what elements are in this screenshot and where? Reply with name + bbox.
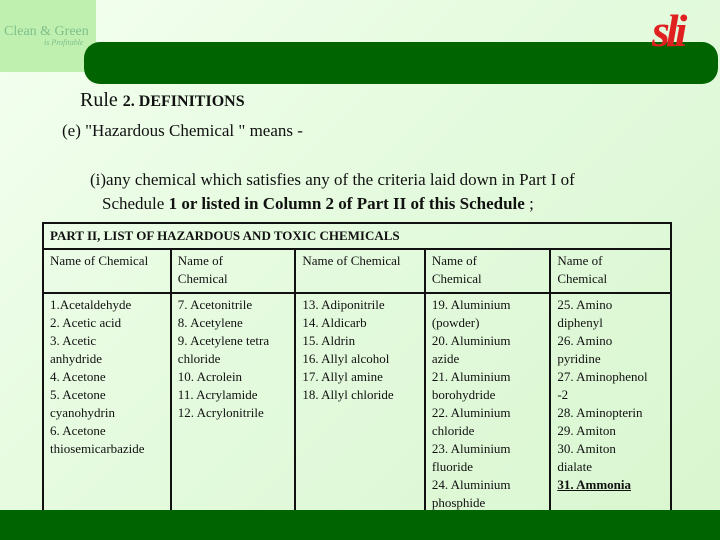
chemical-item: 25. Amino xyxy=(557,297,613,312)
header-line: Name of xyxy=(557,253,603,268)
column-header xyxy=(295,249,424,293)
chemical-item: 26. Amino xyxy=(557,333,613,348)
chemical-item: pyridine xyxy=(557,351,601,366)
header-line: Chemical xyxy=(177,271,228,286)
logo-text: Clean & Green xyxy=(4,24,89,39)
chemical-item: 30. Amiton xyxy=(557,441,616,456)
chemical-item: 14. Aldicarb xyxy=(302,315,367,330)
chemical-item: 15. Aldrin xyxy=(302,333,356,348)
text: Schedule xyxy=(102,194,169,213)
clause-i xyxy=(90,168,690,216)
chemical-item: 20. Aluminium xyxy=(431,333,511,348)
chemical-item: thiosemicarbazide xyxy=(50,441,145,456)
chemicals-table xyxy=(42,222,672,518)
chemical-item: 24. Aluminium xyxy=(431,477,511,492)
chemical-item: 4. Acetone xyxy=(50,369,106,384)
chemical-item: 19. Aluminium xyxy=(431,297,511,312)
chemical-item: 22. Aluminium xyxy=(431,405,511,420)
chemical-item: 17. Allyl amine xyxy=(302,369,383,384)
chemical-item: dialate xyxy=(557,459,592,474)
chemical-item: azide xyxy=(431,351,460,366)
chemical-item: 28. Aminopterin xyxy=(557,405,643,420)
rule-prefix: Rule xyxy=(80,89,118,111)
rule-heading xyxy=(80,89,245,112)
chemical-list-cell xyxy=(171,293,296,517)
chemical-item: chloride xyxy=(431,423,475,438)
sli-logo: sli xyxy=(652,5,684,56)
chemical-item-highlight: 31. Ammonia xyxy=(557,477,631,492)
chemical-item: 23. Aluminium xyxy=(431,441,511,456)
chemical-item: 9. Acetylene tetra xyxy=(177,333,270,348)
column-header xyxy=(43,249,171,293)
column-header xyxy=(425,249,551,293)
chemical-list-cell xyxy=(425,293,551,517)
chemical-item: 21. Aluminium xyxy=(431,369,511,384)
column-header xyxy=(171,249,296,293)
chemical-item: diphenyl xyxy=(557,315,603,330)
bold-text: 1 or listed in Column 2 of Part II of this Schedule xyxy=(168,194,525,213)
clause-i-line2 xyxy=(90,192,690,216)
chemical-item: 6. Acetone xyxy=(50,423,106,438)
header-line: Chemical xyxy=(431,271,482,286)
chemical-list-cell xyxy=(295,293,424,517)
chemical-item: cyanohydrin xyxy=(50,405,115,420)
chemical-item: 16. Allyl alcohol xyxy=(302,351,390,366)
chemical-item: (powder) xyxy=(431,315,480,330)
chemical-item: 1.Acetaldehyde xyxy=(50,297,132,312)
chemical-item: 2. Acetic acid xyxy=(50,315,122,330)
header-line: Name of xyxy=(431,253,477,268)
column-header xyxy=(550,249,671,293)
table-row xyxy=(43,293,671,517)
chemical-item: 8. Acetylene xyxy=(177,315,243,330)
header-line: Chemical xyxy=(557,271,608,286)
chemical-list-cell xyxy=(550,293,671,517)
table-title: PART II, LIST OF HAZARDOUS AND TOXIC CHEMICALS xyxy=(43,223,671,249)
clause-e: (e) "Hazardous Chemical " means - xyxy=(62,121,303,140)
text: ; xyxy=(524,194,534,213)
header-line: Name of Chemical xyxy=(50,253,149,268)
chemical-item: chloride xyxy=(177,351,221,366)
chemical-item: 3. Acetic xyxy=(50,333,97,348)
header-line: Name of xyxy=(177,253,223,268)
chemical-item: 18. Allyl chloride xyxy=(302,387,394,402)
chemical-item: phosphide xyxy=(431,495,486,510)
chemical-item: 5. Acetone xyxy=(50,387,106,402)
chemical-item: fluoride xyxy=(431,459,473,474)
header-row xyxy=(43,249,671,293)
rule-title: 2. DEFINITIONS xyxy=(122,93,245,110)
logo-subtext: is Profitable xyxy=(44,38,84,47)
chemical-item: 27. Aminophenol xyxy=(557,369,648,384)
clause-i-line1: (i)any chemical which satisfies any of the criteria laid down in Part I of xyxy=(90,170,575,189)
chemical-item: anhydride xyxy=(50,351,102,366)
chemical-item: -2 xyxy=(557,387,569,402)
chemical-item: 11. Acrylamide xyxy=(177,387,258,402)
header-line: Name of Chemical xyxy=(302,253,401,268)
chemical-item: 10. Acrolein xyxy=(177,369,243,384)
chemical-list-cell xyxy=(43,293,171,517)
chemical-item: 7. Acetonitrile xyxy=(177,297,253,312)
header-banner xyxy=(84,42,718,84)
chemical-item: 13. Adiponitrile xyxy=(302,297,385,312)
clean-green-logo xyxy=(0,0,96,72)
chemical-item: 29. Amiton xyxy=(557,423,616,438)
footer-bar xyxy=(0,510,720,540)
chemical-item: 12. Acrylonitrile xyxy=(177,405,264,420)
chemical-item: borohydride xyxy=(431,387,496,402)
